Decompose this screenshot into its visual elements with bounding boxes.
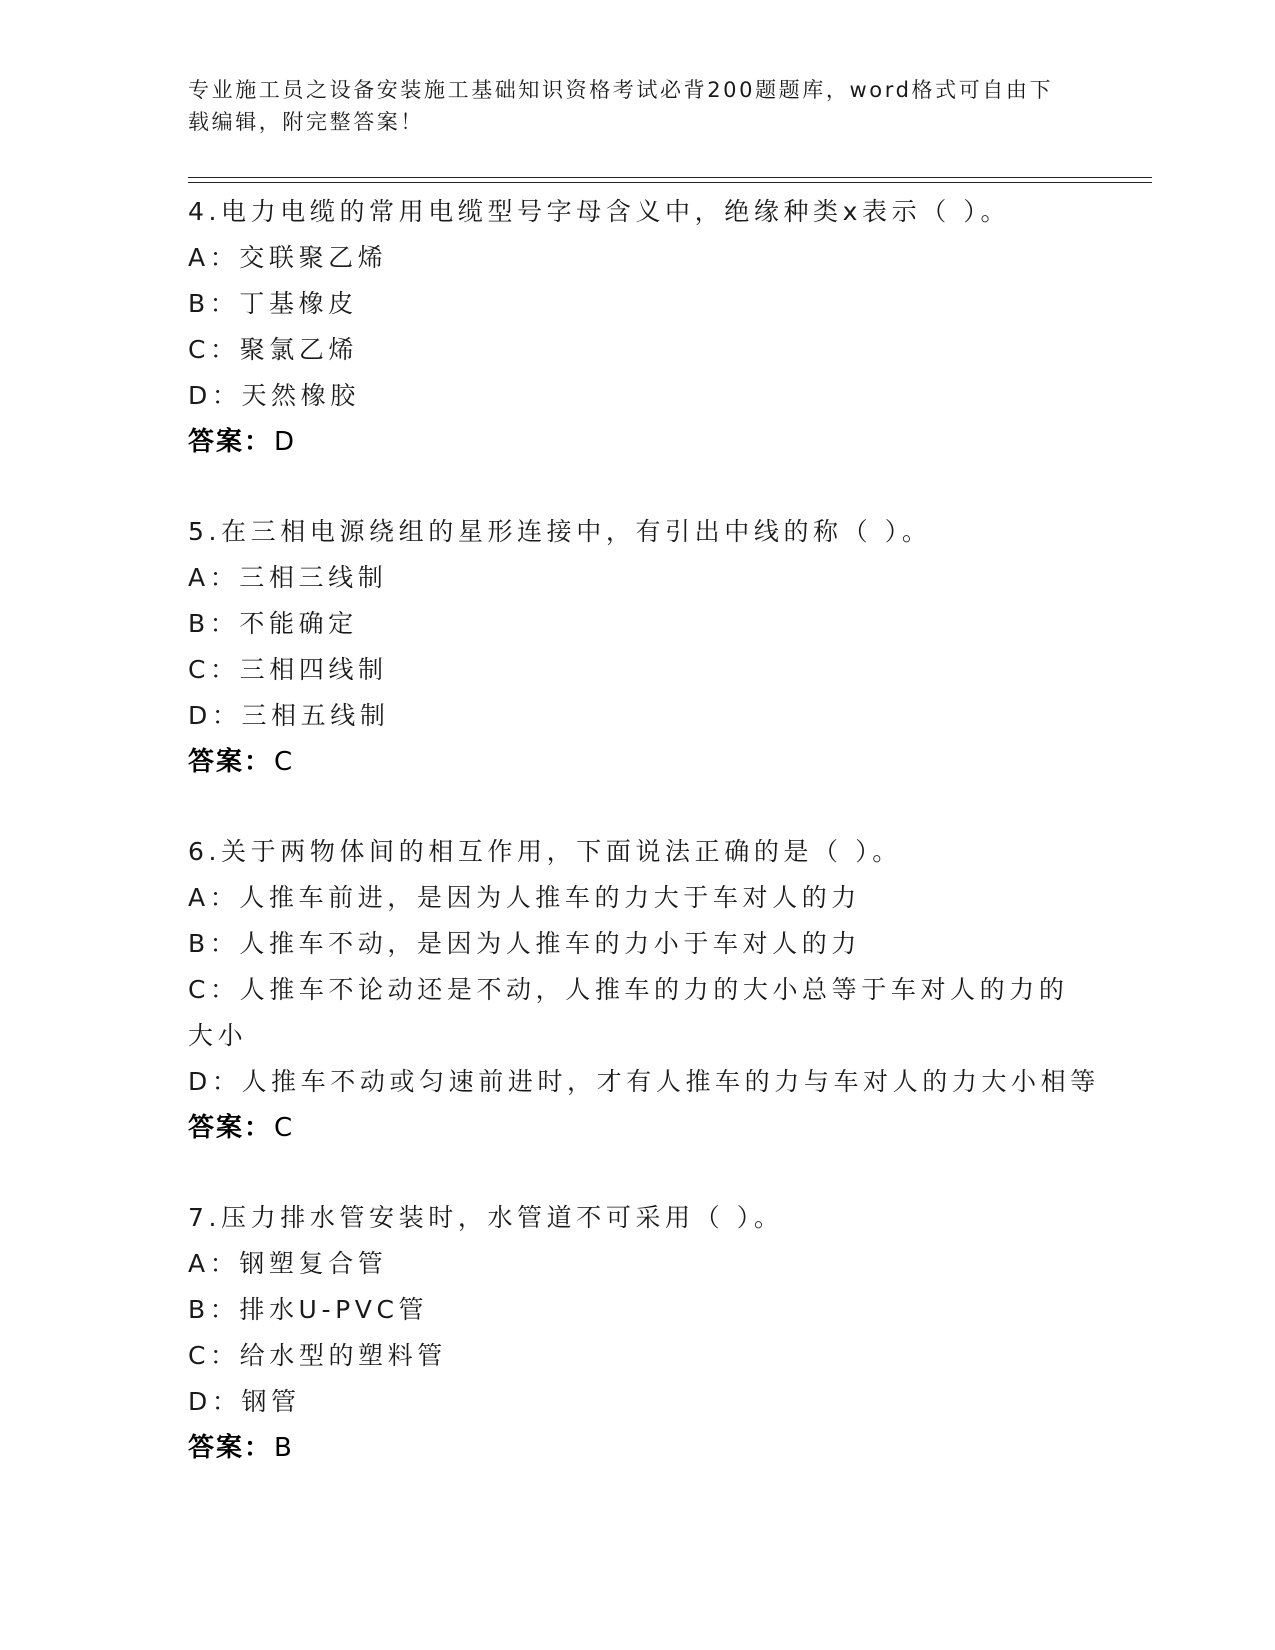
question-list	[188, 189, 1100, 1515]
document-header: 专业施工员之设备安装施工基础知识资格考试必背200题题库，word格式可自由下载编辑，附完整答案！	[188, 78, 1054, 134]
question-stem: 4.电力电缆的常用电缆型号字母含义中，绝缘种类x表示（ ）。	[188, 197, 1011, 226]
option-d: D：人推车不动或匀速前进时，才有人推车的力与车对人的力大小相等	[188, 1067, 1100, 1096]
option-d: D：天然橡胶	[188, 381, 360, 410]
option-a: A：三相三线制	[188, 563, 388, 592]
option-c: C：人推车不论动还是不动，人推车的力的大小总等于车对人的力的大小	[188, 975, 1069, 1050]
answer-value: B	[274, 1433, 294, 1463]
answer	[188, 739, 1088, 785]
answer	[188, 419, 1088, 465]
question-5	[188, 509, 1088, 785]
question-stem: 5.在三相电源绕组的星形连接中，有引出中线的称（ ）。	[188, 517, 932, 546]
answer	[188, 1425, 1088, 1471]
option-b: B：人推车不动，是因为人推车的力小于车对人的力	[188, 929, 861, 958]
question-4	[188, 189, 1088, 465]
option-b: B：排水U-PVC管	[188, 1295, 429, 1324]
option-c: C：给水型的塑料管	[188, 1341, 447, 1370]
question-6	[188, 829, 1100, 1151]
option-d: D：钢管	[188, 1387, 301, 1416]
option-a: A：钢塑复合管	[188, 1249, 388, 1278]
option-d: D：三相五线制	[188, 701, 390, 730]
answer-value: C	[274, 1113, 295, 1143]
answer-value: C	[274, 747, 295, 777]
option-c: C：聚氯乙烯	[188, 335, 359, 364]
answer-value: D	[274, 427, 297, 457]
option-a: A：交联聚乙烯	[188, 243, 388, 272]
option-c: C：三相四线制	[188, 655, 388, 684]
question-stem: 6.关于两物体间的相互作用，下面说法正确的是（ ）。	[188, 837, 902, 866]
answer	[188, 1105, 1088, 1151]
option-a: A：人推车前进，是因为人推车的力大于车对人的力	[188, 883, 861, 912]
answer-label: 答案：	[188, 1433, 273, 1463]
question-stem: 7.压力排水管安装时，水管道不可采用（ ）。	[188, 1203, 784, 1232]
header-divider-top	[188, 177, 1152, 178]
header-divider-bottom	[188, 182, 1152, 183]
answer-label: 答案：	[188, 747, 273, 777]
answer-label: 答案：	[188, 427, 273, 457]
answer-label: 答案：	[188, 1113, 273, 1143]
option-b: B：丁基橡皮	[188, 289, 358, 318]
question-7	[188, 1195, 1088, 1471]
option-b: B：不能确定	[188, 609, 358, 638]
